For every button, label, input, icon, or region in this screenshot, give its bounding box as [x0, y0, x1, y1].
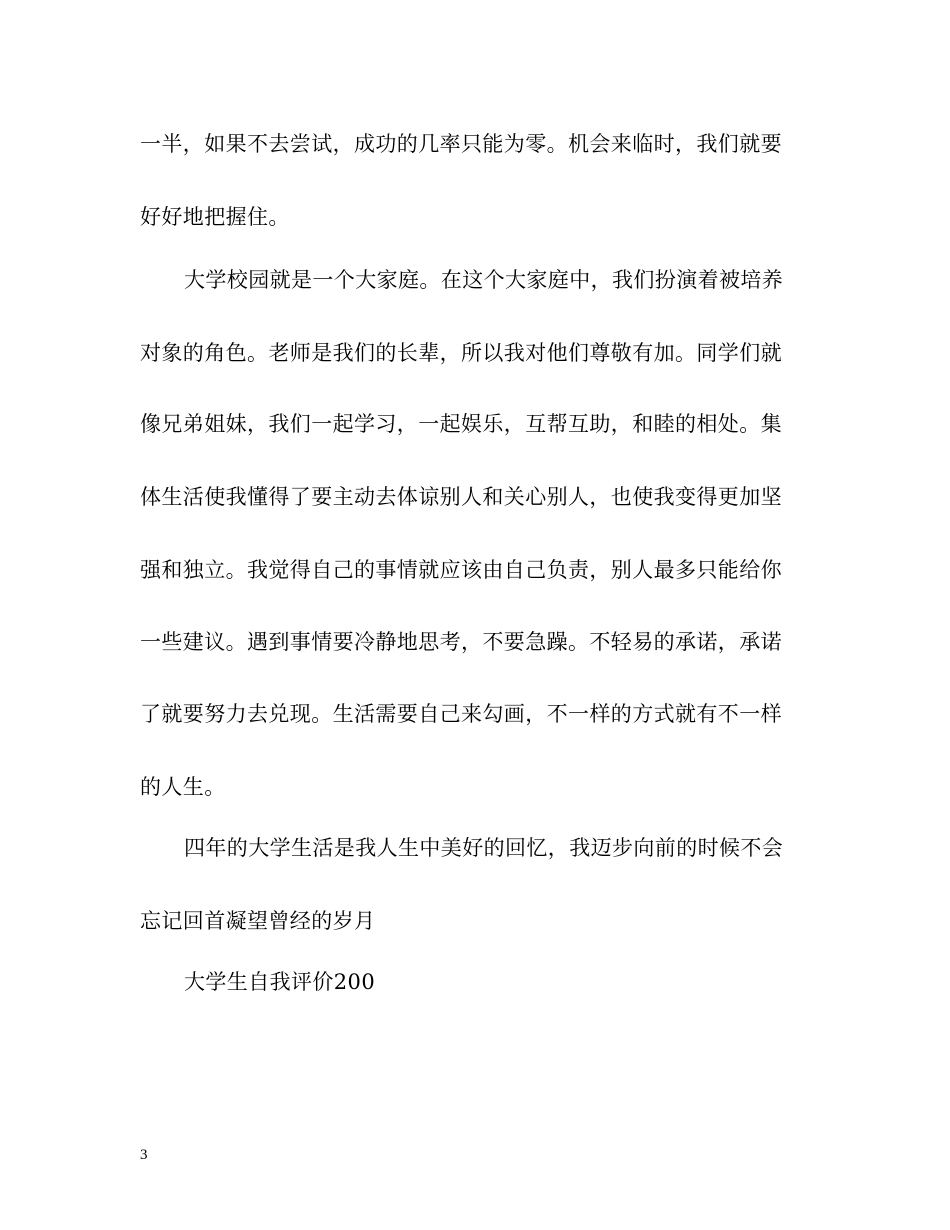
text-line: 体生活使我懂得了要主动去体谅别人和关心别人，也使我变得更加坚 — [140, 485, 782, 509]
text-line: 一半，如果不去尝试，成功的几率只能为零。机会来临时，我们就要 — [140, 132, 782, 156]
text-line: 忘记回首凝望曾经的岁月 — [140, 909, 376, 933]
text-line: 了就要努力去兑现。生活需要自己来勾画，不一样的方式就有不一样 — [140, 702, 782, 726]
section-heading: 大学生自我评价200 — [184, 970, 376, 994]
text-line: 的人生。 — [140, 775, 226, 799]
paragraph-first-line: 大学校园就是一个大家庭。在这个大家庭中，我们扮演着被培养 — [184, 268, 784, 292]
text-line: 一些建议。遇到事情要冷静地思考，不要急躁。不轻易的承诺，承诺 — [140, 630, 782, 654]
paragraph-first-line: 四年的大学生活是我人生中美好的回忆，我迈步向前的时候不会 — [184, 836, 784, 860]
text-line: 像兄弟姐妹，我们一起学习，一起娱乐，互帮互助，和睦的相处。集 — [140, 412, 782, 436]
page-number: 3 — [140, 1147, 148, 1163]
text-line: 对象的角色。老师是我们的长辈，所以我对他们尊敬有加。同学们就 — [140, 341, 782, 365]
text-line: 强和独立。我觉得自己的事情就应该由自己负责，别人最多只能给你 — [140, 558, 782, 582]
text-line: 好好地把握住。 — [140, 205, 290, 229]
